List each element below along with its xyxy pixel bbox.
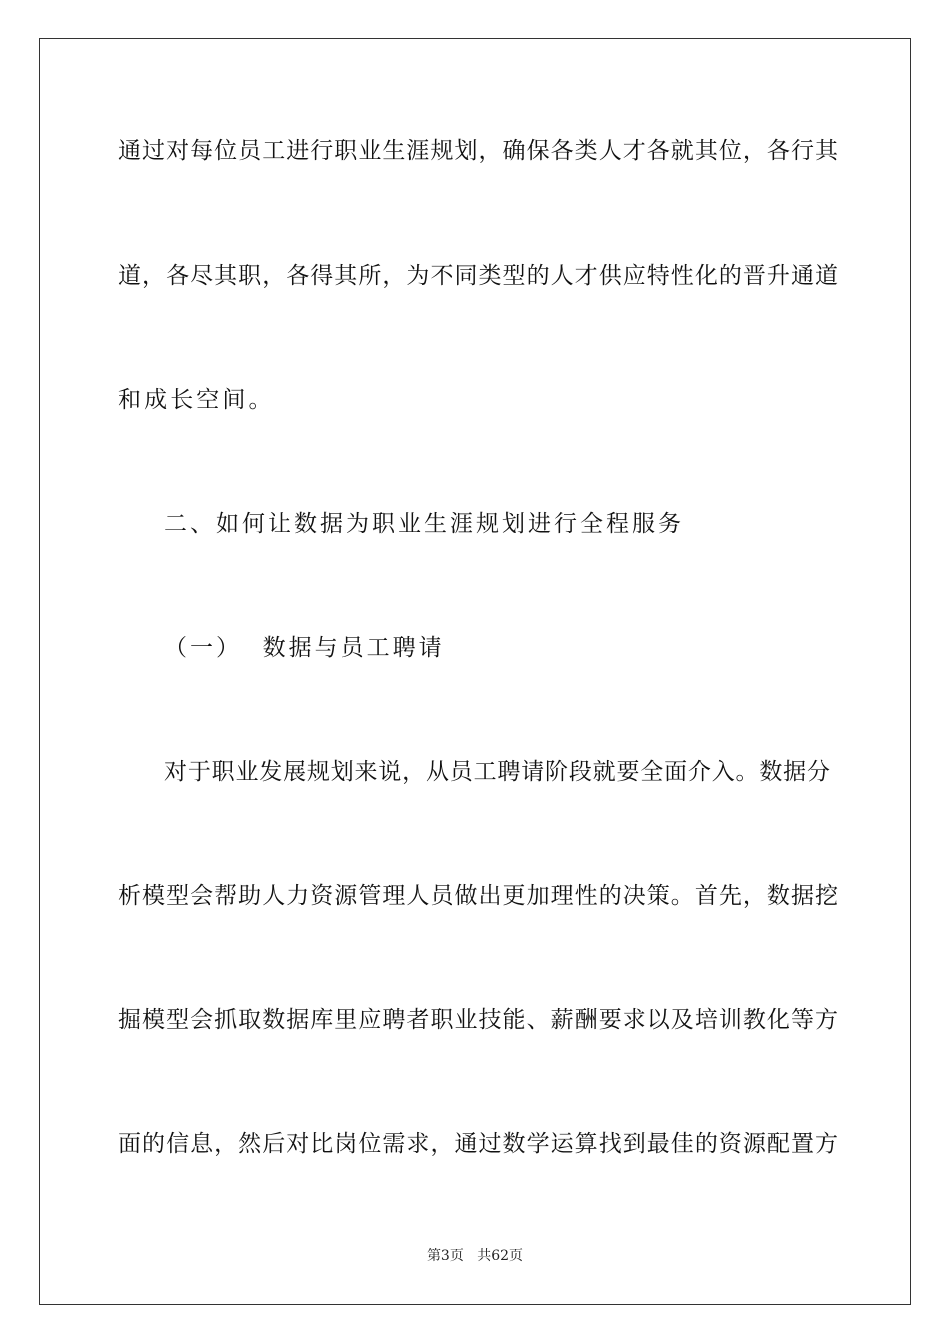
section-heading: 二、如何让数据为职业生涯规划进行全程服务 — [164, 511, 684, 537]
paragraph-line: 和成长空间。 — [118, 387, 275, 413]
paragraph-line: 道，各尽其职，各得其所，为不同类型的人才供应特性化的晋升通道 — [118, 263, 838, 289]
paragraph-line: 面的信息，然后对比岗位需求，通过数学运算找到最佳的资源配置方 — [118, 1131, 838, 1157]
paragraph-line: 析模型会帮助人力资源管理人员做出更加理性的决策。首先，数据挖 — [118, 883, 838, 909]
paragraph-line: 对于职业发展规划来说，从员工聘请阶段就要全面介入。数据分 — [164, 759, 830, 785]
page-total: 共62页 — [477, 1248, 524, 1264]
page-number: 第3页 — [426, 1248, 464, 1264]
paragraph-line: 掘模型会抓取数据库里应聘者职业技能、薪酬要求以及培训教化等方 — [118, 1007, 838, 1033]
paragraph-line: 通过对每位员工进行职业生涯规划，确保各类人才各就其位，各行其 — [118, 138, 838, 164]
page-footer — [0, 1246, 950, 1266]
subsection-heading: （一） 数据与员工聘请 — [164, 635, 445, 661]
page-border — [39, 38, 911, 1305]
